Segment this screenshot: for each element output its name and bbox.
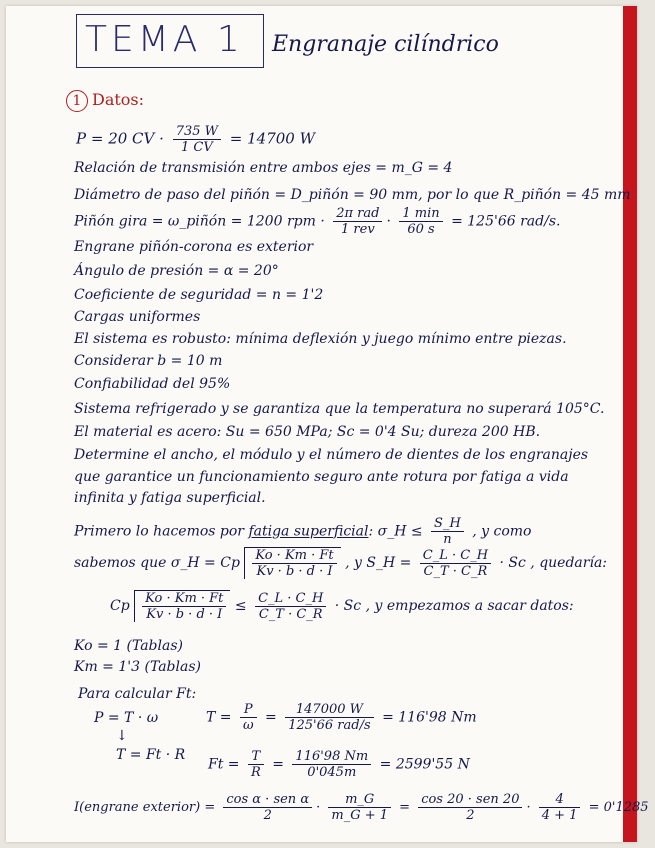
page-margin-bar [623,6,637,842]
ratio-line: Relación de transmisión entre ambos ejes = m_G = 4 [74,160,453,176]
stress-line: sabemos que σ_H = Cp $\frac{Ko \cdot Km \cdot Ft}{Kv \cdot b \cdot d \cdot I}$ , y S_H = $\frac{C\_L \cdot C\_H}{C\_T \cdot C\_R}$ · Sc , quedaría: [74,547,608,579]
cooling-line: Sistema refrigerado y se garantiza que la temperatura no superará 105°C. [74,401,605,417]
width-line: Considerar b = 10 m [74,353,223,369]
ft-heading: Para calcular Ft: [78,686,197,702]
page-subtitle: Engranaje cilíndrico [272,32,499,57]
inequality-line: Cp $\frac{Ko \cdot Km \cdot Ft}{Kv \cdot b \cdot d \cdot I}$ ≤ $\frac{C\_L \cdot C\_H}{C\_T \cdot C\_R}$ · Sc , y empezamos a sacar datos: [110,590,574,622]
mesh-line: Engrane piñón-corona es exterior [74,239,314,255]
system-line: El sistema es robusto: mínima deflexión y juego mínimo entre piezas. [74,331,567,347]
task-line-2: que garantice un funcionamiento seguro ante rotura por fatiga a vida [74,469,569,485]
title-box [76,14,264,68]
material-line: El material es acero: Su = 650 MPa; Sc = 0'4 Su; dureza 200 HB. [74,424,541,440]
task-line-3: infinita y fatiga superficial. [74,490,266,506]
page-title: TEMA 1 [85,19,244,60]
notebook-page [6,6,649,842]
km-line: Km = 1'3 (Tablas) [74,659,201,675]
torque-line: T = $\frac{P}{\omega}$ = $\frac{147000 W}{\text{125'66 rad/s}}$ = 116'98 Nm [206,702,477,733]
diameter-line: Diámetro de paso del piñón = D_piñón = 90 mm, por lo que R_piñón = 45 mm [74,187,631,203]
section-number: 1 [66,90,88,112]
fatigue-line: Primero lo hacemos por fatiga superficial: σ_H ≤ $\frac{S\_H}{n}$ , y como [74,516,532,547]
geometry-factor-line: I(engrane exterior) = $\frac{\text{cos α · sen α}}{2}$ · $\frac{m\_G}{m\_G + 1}$ = $\frac{\text{cos 20 · sen 20}}{2}$ · $\frac{4}{4 + 1}$ = 0'1285 [74,792,649,823]
force-line: Ft = $\frac{T}{R}$ = $\frac{116'98 Nm}{0'045m}$ = 2599'55 N [208,749,470,780]
safety-line: Coeficiente de seguridad = n = 1'2 [74,287,324,303]
ko-line: Ko = 1 (Tablas) [74,638,183,654]
speed-line: Piñón gira = ω_piñón = 1200 rpm · $\frac{\text{2π rad}}{\text{1 rev}}$ · $\frac{1 \min}{60 s}$ = 125'66 rad/s. [74,206,561,237]
task-line-1: Determine el ancho, el módulo y el número de dientes de los engranajes [74,447,589,463]
reliability-line: Confiabilidad del 95% [74,376,231,392]
down-arrow: ↓ [116,728,128,744]
pressure-angle-line: Ángulo de presión = α = 20° [74,263,279,279]
torque-power-line: P = T · ω [94,710,159,726]
loads-line: Cargas uniformes [74,309,201,325]
section-heading [66,90,144,112]
torque-force-line: T = Ft · R [116,747,186,763]
section-label: Datos: [92,90,145,109]
power-line: P = 20 CV · $\frac{735 W}{1 CV}$ = 14700 W [76,124,316,155]
